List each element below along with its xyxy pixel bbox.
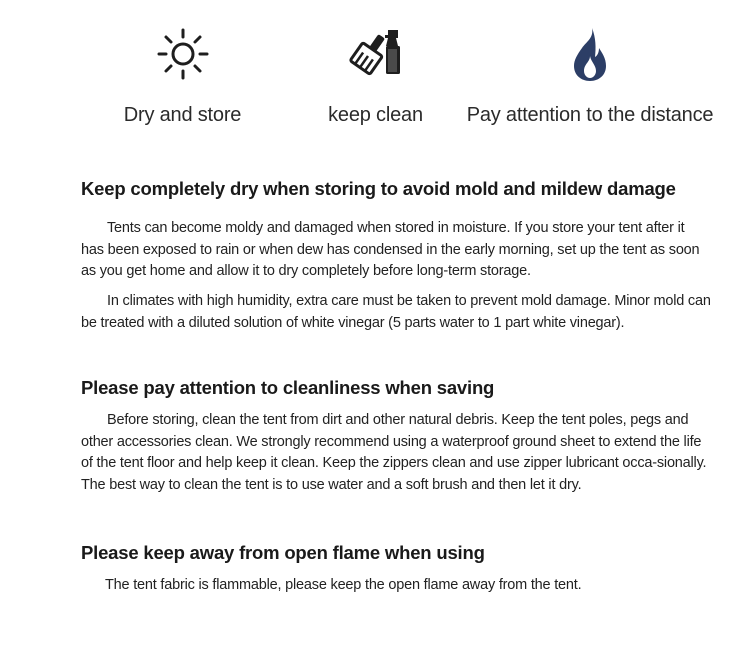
paragraph-flame-1: The tent fabric is flammable, please keep the open flame away from the tent. [105, 577, 582, 593]
section-title-clean: Please pay attention to cleanliness when saving [81, 377, 495, 398]
sun-icon [155, 26, 211, 82]
section-title-dry: Keep completely dry when storing to avoid mold and mildew damage [81, 178, 676, 199]
feature-dry-and-store [115, 26, 250, 127]
feature-label: Pay attention to the distance [466, 104, 714, 126]
feature-keep-clean [318, 26, 433, 127]
feature-label: keep clean [328, 104, 423, 126]
feature-label: Dry and store [123, 104, 242, 126]
flame-icon [562, 26, 618, 82]
paragraph-dry-2: In climates with high humidity, extra care must be taken to prevent mold damage. Minor mold can be treated with a diluted solution of white vinegar (5 parts water to 1 part white vinegar). [81, 293, 711, 331]
paragraph-dry-1: Tents can become moldy and damaged when stored in moisture. If you store your tent after it has been exposed to rain or when dew has condensed in the early morning, set up the tent as soon as you get home and allow it to dry completely before long-term storage. [81, 220, 700, 279]
brush-spray-icon [344, 26, 408, 82]
paragraph-clean-1: Before storing, clean the tent from dirt and other natural debris. Keep the tent poles, pegs and other accessories clean. We strongly recommend using a waterproof ground sheet to extend the life of the tent floor and help keep it clean. Keep the zippers clean and use zipper lubricant occa-sionally. The best way to clean the tent is to use water and a soft brush and then let it dry. [81, 412, 707, 493]
section-title-flame: Please keep away from open flame when using [81, 542, 485, 563]
feature-distance [460, 26, 720, 127]
